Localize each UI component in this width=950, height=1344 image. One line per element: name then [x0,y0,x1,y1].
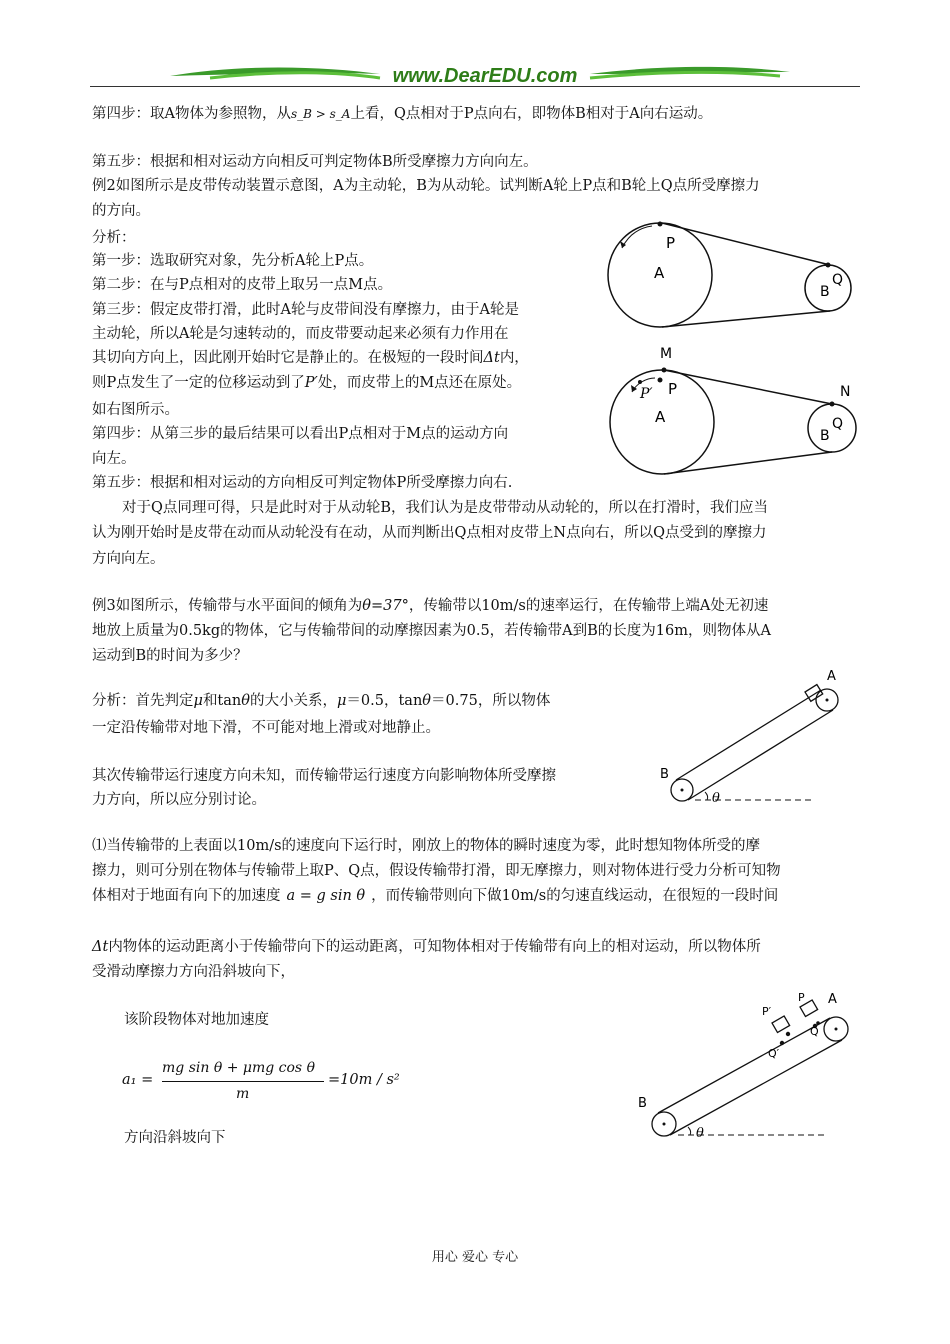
text-line: 第五步：根据和相对运动方向相反可判定物体B所受摩擦力方向向左。 [92,154,538,170]
svg-text:A: A [654,264,665,282]
text-line: 分析：首先判定μ和tanθ的大小关系，μ＝0.5，tanθ＝0.75，所以物体 [92,693,551,709]
text-line: 主动轮，所以A轮是匀速转动的，而皮带要动起来必须有力作用在 [92,326,509,342]
text-line: 运动到B的时间为多少？ [92,648,248,664]
text-line: 一定沿传输带对地下滑，不可能对地上滑或对地静止。 [92,720,440,736]
text-line: 方向沿斜坡向下 [124,1130,226,1146]
text-line: 体相对于地面有向下的加速度 a = g sin θ ，而传输带则向下做10m/s的匀速直线运动，在很短的一段时间 [92,888,779,904]
svg-text:B: B [638,1096,647,1111]
math-inline: P′ [304,375,318,391]
fraction-bar [162,1081,324,1082]
svg-text:P: P [666,234,676,252]
text-line: 第一步：选取研究对象，先分析A轮上P点。 [92,253,374,269]
text-line: 其次传输带运行速度方向未知，而传输带运行速度方向影响物体所受摩擦 [92,768,556,784]
header-rule [90,86,860,87]
equation-lhs: a₁ = [122,1072,154,1088]
svg-text:P: P [798,991,805,1004]
text-line: 认为刚开始时是皮带在动而从动轮没有在动，从而判断出Q点相对皮带上N点向右，所以Q点受到的摩擦力 [92,525,767,541]
text-line: 的方向。 [92,203,150,219]
text-line: 则P点发生了一定的位移运动到了P′处，而皮带上的M点还在原处。 [92,375,522,391]
svg-text:A: A [828,992,837,1007]
svg-text:B: B [820,428,830,444]
svg-text:B: B [660,767,669,782]
text-line: 例2如图所示是皮带传动装置示意图，A为主动轮，B为从动轮。试判断A轮上P点和B轮上Q点所受摩擦力 [92,178,760,194]
svg-text:N: N [840,384,851,400]
text-line: 该阶段物体对地加速度 [124,1012,269,1028]
text-line: 方向向左。 [92,551,165,567]
text-line: 向左。 [92,451,136,467]
svg-text:A: A [827,669,836,684]
math-inline: s_B > s_A [290,107,351,121]
text-line: 例3如图所示，传输带与水平面间的倾角为θ=37°，传输带以10m/s的速率运行，在传输带上端A处无初速 [92,598,769,614]
text-line: 第三步：假定皮带打滑，此时A轮与皮带间没有摩擦力，由于A轮是 [92,302,519,318]
svg-text:θ: θ [696,1126,704,1141]
svg-text:Q: Q [832,272,844,288]
svg-text:θ: θ [712,791,720,806]
text-line: Δt内物体的运动距离小于传输带向下的运动距离，可知物体相对于传输带有向上的相对运动，所以物体所 [92,939,761,955]
page-footer: 用心 爱心 专心 [431,1250,519,1265]
svg-text:A: A [655,408,666,426]
text-line: 第五步：根据和相对运动的方向相反可判定物体P所受摩擦力向右. [92,475,513,491]
svg-text:P′: P′ [640,386,653,402]
text-line: 地放上质量为0.5kg的物体，它与传输带间的动摩擦因素为0.5，若传输带A到B的长度为16m，则物体从A [92,623,771,639]
text-line: ⑴当传输带的上表面以10m/s的速度向下运行时，刚放上的物体的瞬时速度为零，此时想知物体所受的摩 [92,838,761,854]
text-line: 擦力，则可分别在物体与传输带上取P、Q点，假设传输带打滑，即无摩擦力，则对物体进行受力分析可知物 [92,863,781,879]
equation-numerator: mg sin θ + μmg cos θ [162,1060,315,1076]
text-line: 第四步：取A物体为参照物，从s_B > s_A上看，Q点相对于P点向右，即物体B相对于A向右运动。 [92,106,713,122]
math-inline: a = g sin θ [286,888,366,904]
figure-belt-drive [600,218,860,340]
svg-text:P: P [668,380,678,398]
figure-belt-slip [600,342,862,477]
text-line: 第二步：在与P点相对的皮带上取另一点M点。 [92,277,393,293]
equation-rhs: =10m / s² [328,1072,400,1088]
text-line: 其切向方向上，因此刚开始时它是静止的。在极短的一段时间Δt内， [92,350,529,366]
text-line: 第四步：从第三步的最后结果可以看出P点相对于M点的运动方向 [92,426,509,442]
figure-incline-conveyor [655,664,860,810]
text-line: 分析： [92,230,136,246]
math-inline: Δt [483,350,500,366]
svg-text:Q′: Q′ [768,1047,780,1060]
text-line: 力方向，所以应分别讨论。 [92,792,266,808]
equation-denominator: m [236,1086,250,1102]
svg-text:Q: Q [832,416,844,432]
svg-text:M: M [660,346,673,362]
svg-text:P′: P′ [762,1005,772,1018]
svg-text:Q: Q [810,1025,819,1038]
math-inline: Δt [92,939,109,955]
site-logo-text: www.DearEDU.com [392,65,578,87]
figure-incline-points [632,985,864,1145]
svg-text:B: B [820,284,830,300]
text-line: 对于Q点同理可得，只是此时对于从动轮B，我们认为是皮带带动从动轮的，所以在打滑时，我们应当 [122,500,769,516]
math-inline: θ=37° [362,598,409,614]
text-line: 受滑动摩擦力方向沿斜坡向下， [92,964,295,980]
text-line: 如右图所示。 [92,402,179,418]
